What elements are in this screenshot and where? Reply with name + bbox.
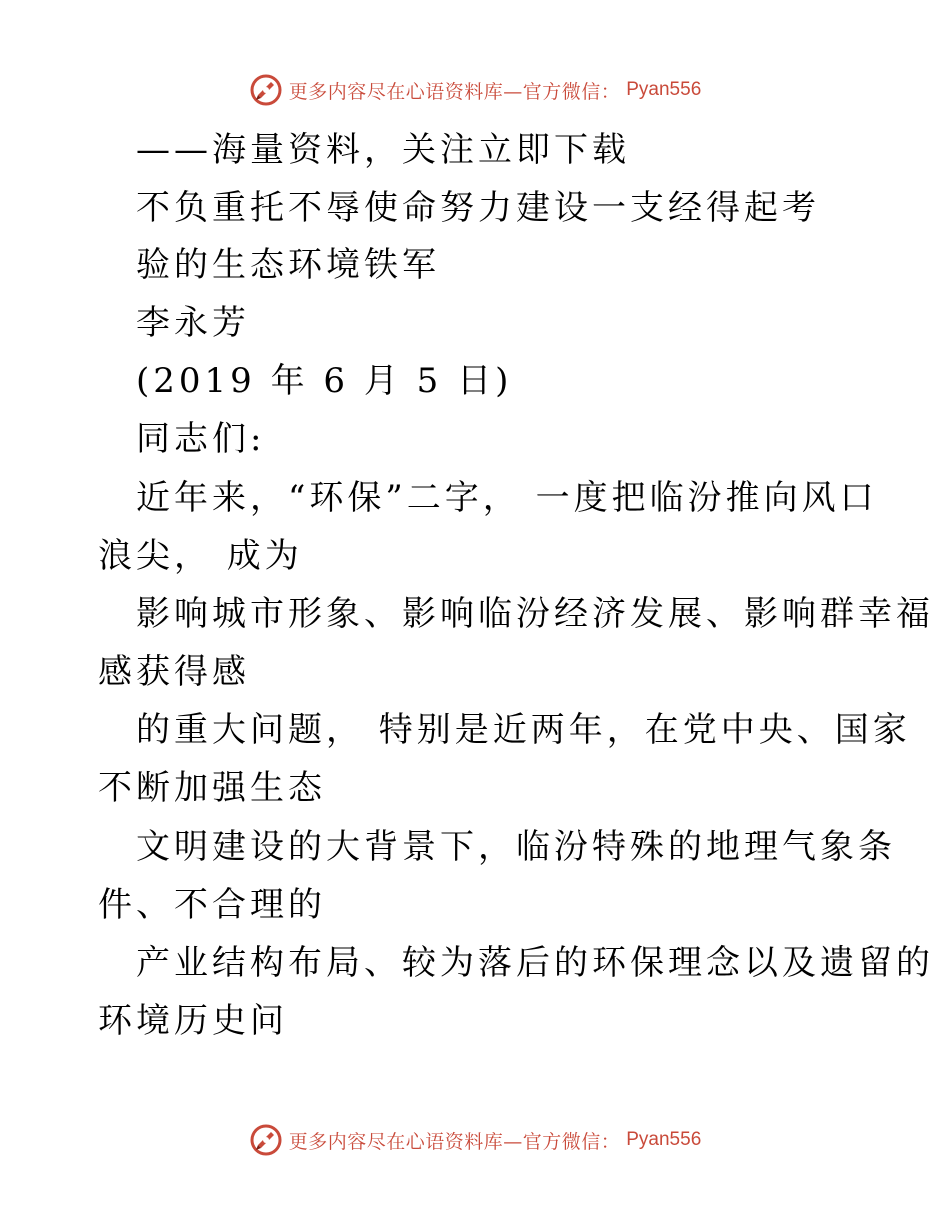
text-line: (2019 年 6 月 5 日): [136, 361, 513, 401]
text-line: 不断加强生态: [98, 768, 326, 808]
text-line: 件、不合理的: [98, 885, 326, 925]
text-line: 文明建设的大背景下，临汾特殊的地理气象条: [136, 827, 896, 867]
text-line: ——海量资料，关注立即下载: [136, 130, 630, 170]
text-line: 产业结构布局、较为落后的环保理念以及遗留的: [136, 943, 934, 983]
text-line: 的重大问题， 特别是近两年，在党中央、国家: [136, 710, 911, 750]
text-line: 浪尖， 成为: [98, 536, 303, 576]
wechat-handle: Pyan556: [626, 1129, 702, 1150]
footer-banner: [0, 1120, 950, 1160]
text-line: 感获得感: [98, 652, 250, 692]
text-line: 李永芳: [136, 303, 250, 343]
header-banner: [0, 70, 950, 110]
pen-book-logo-icon: [249, 1123, 283, 1157]
text-line: 验的生态环境铁军: [136, 245, 440, 285]
text-line: 环境历史问: [98, 1001, 288, 1041]
text-line: 近年来，“环保”二字， 一度把临汾推向风口: [136, 478, 878, 518]
text-line: 影响城市形象、影响临汾经济发展、影响群幸福: [136, 594, 934, 634]
text-line: 不负重托不辱使命努力建设一支经得起考: [136, 188, 820, 228]
banner-text: 更多内容尽在心语资料库—官方微信：: [288, 80, 621, 103]
text-line: 同志们:: [136, 419, 266, 459]
banner-text: 更多内容尽在心语资料库—官方微信：: [288, 1130, 621, 1153]
pen-book-logo-icon: [249, 73, 283, 107]
wechat-handle: Pyan556: [626, 79, 702, 100]
